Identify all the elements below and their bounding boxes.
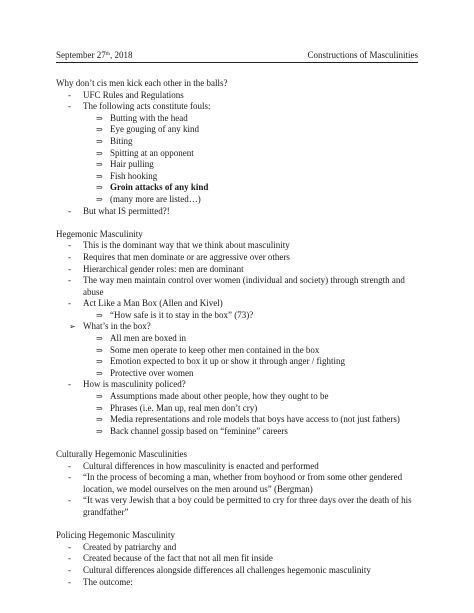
arrow-bullet-icon: ⇒: [96, 310, 103, 320]
bullet-item: [56, 298, 420, 310]
bullet-text: (many more are listed…): [110, 193, 201, 204]
sub-bullet-item: [56, 391, 420, 403]
page-header: [56, 50, 418, 63]
arrow-bullet-icon: ⇒: [96, 415, 103, 425]
arrow-bullet-icon: ⇒: [96, 194, 103, 204]
bullet-text: Cultural differences in how masculinity is enacted and performed: [83, 460, 319, 471]
arrow-bullet-icon: ⇒: [96, 113, 103, 123]
bullet-item: [56, 240, 420, 252]
bullet-text: Fish hooking: [110, 170, 158, 181]
dash-bullet-icon: -: [68, 240, 71, 251]
bullet-text: Eye gouging of any kind: [110, 124, 199, 135]
bullet-item: [56, 379, 420, 391]
section-heading: Why don’t cis men kick each other in the balls?: [56, 78, 228, 88]
bullet-text: The outcome:: [83, 576, 133, 587]
bullet-text: The way men maintain control over women (individual and society) through strength and abuse: [83, 275, 405, 297]
arrow-bullet-icon: ⇒: [96, 171, 103, 181]
bullet-text: Act Like a Man Box (Allen and Kivel): [83, 298, 223, 309]
bullet-text: All men are boxed in: [110, 333, 186, 344]
dash-bullet-icon: -: [68, 576, 71, 587]
triangle-bullet-icon: ➢: [69, 322, 76, 332]
bullet-text: “How safe is it to stay in the box” (73)?: [110, 309, 254, 320]
notes-body: [56, 78, 420, 588]
dash-bullet-icon: -: [68, 205, 71, 216]
bullet-text: Biting: [110, 135, 133, 146]
bullet-text: Hierarchical gender roles: men are dominant: [83, 263, 244, 274]
bullet-item: [56, 542, 420, 554]
sub-bullet-item: [56, 356, 420, 368]
bullet-text: Butting with the head: [110, 112, 188, 123]
bullet-item: [56, 577, 420, 589]
bullet-item: [56, 495, 420, 518]
arrow-bullet-icon: ⇒: [96, 136, 103, 146]
bullet-item: [56, 264, 420, 276]
dash-bullet-icon: -: [68, 564, 71, 575]
sub-bullet-item: [56, 113, 420, 125]
arrow-bullet-icon: ⇒: [96, 334, 103, 344]
dash-bullet-icon: -: [68, 251, 71, 262]
bullet-item: [56, 321, 420, 333]
bullet-item: [56, 206, 420, 218]
bullet-item: [56, 252, 420, 264]
sub-bullet-item: [56, 171, 420, 183]
arrow-bullet-icon: ⇒: [96, 403, 103, 413]
bullet-text: Created by patriarchy and: [83, 541, 177, 552]
bullet-item: [56, 472, 420, 495]
bullet-text: Assumptions made about other people, how they ought to be: [110, 391, 329, 402]
section-heading: Culturally Hegemonic Masculinities: [56, 449, 187, 459]
arrow-bullet-icon: ⇒: [96, 345, 103, 355]
arrow-bullet-icon: ⇒: [96, 148, 103, 158]
bullet-text: The following acts constitute fouls:: [83, 101, 211, 112]
bullet-item: [56, 553, 420, 565]
bullet-text: Phrases (i.e. Man up, real men don’t cry): [110, 402, 258, 413]
dash-bullet-icon: -: [68, 263, 71, 274]
bullet-text: Hair pulling: [110, 159, 154, 170]
arrow-bullet-icon: ⇒: [96, 392, 103, 402]
sub-bullet-item: [56, 368, 420, 380]
sub-bullet-item: [56, 136, 420, 148]
dash-bullet-icon: -: [68, 89, 71, 100]
sub-bullet-item: [56, 124, 420, 136]
bullet-text: Some men operate to keep other men contained in the box: [110, 344, 320, 355]
bullet-text: Groin attacks of any kind: [110, 182, 209, 193]
arrow-bullet-icon: ⇒: [96, 357, 103, 367]
sub-bullet-item: [56, 403, 420, 415]
bullet-text: This is the dominant way that we think about masculinity: [83, 240, 290, 251]
bullet-text: Requires that men dominate or are aggressive over others: [83, 251, 290, 262]
section-gap: [56, 437, 420, 449]
sub-bullet-item: [56, 194, 420, 206]
section-gap: [56, 519, 420, 531]
bullet-text: Protective over women: [110, 367, 194, 378]
arrow-bullet-icon: ⇒: [96, 160, 103, 170]
section-heading: Policing Hegemonic Masculinity: [56, 530, 175, 541]
bullet-text: “In the process of becoming a man, whether from boyhood or from some other gendered location, we model ourselves on the men around us” (Bergman): [83, 472, 403, 494]
sub-bullet-item: [56, 148, 420, 160]
sub-bullet-item: [56, 414, 420, 426]
sub-bullet-item: [56, 345, 420, 357]
bullet-item: [56, 275, 420, 298]
dash-bullet-icon: -: [68, 460, 71, 471]
bullet-text: Emotion expected to box it up or show it through anger / fighting: [110, 356, 345, 367]
arrow-bullet-icon: ⇒: [96, 368, 103, 378]
bullet-text: But what IS permitted?!: [83, 205, 170, 216]
bullet-text: What’s in the box?: [83, 321, 151, 332]
section-heading: Hegemonic Masculinity: [56, 228, 143, 239]
sub-bullet-item: [56, 182, 420, 194]
section-gap: [56, 217, 420, 229]
sub-bullet-item: [56, 159, 420, 171]
dash-bullet-icon: -: [68, 298, 71, 309]
bullet-item: [56, 565, 420, 577]
dash-bullet-icon: -: [68, 101, 71, 112]
bullet-text: “It was very Jewish that a boy could be permitted to cry for three days over the death of his grandfather”: [83, 495, 412, 517]
bullet-text: UFC Rules and Regulations: [83, 89, 184, 100]
dash-bullet-icon: -: [68, 472, 71, 483]
header-date: September 27th, 2018: [56, 50, 133, 60]
sub-bullet-item: [56, 333, 420, 345]
dash-bullet-icon: -: [68, 379, 71, 390]
arrow-bullet-icon: ⇒: [96, 426, 103, 436]
bullet-item: [56, 90, 420, 102]
bullet-text: Back channel gossip based on “feminine” careers: [110, 425, 288, 436]
bullet-text: Created because of the fact that not all men fit inside: [83, 553, 273, 564]
bullet-item: [56, 101, 420, 113]
bullet-text: Media representations and role models that boys have access to (not just fathers): [110, 414, 400, 425]
bullet-text: Cultural differences alongside differences all challenges hegemonic masculinity: [83, 564, 371, 575]
bullet-text: Spitting at an opponent: [110, 147, 194, 158]
dash-bullet-icon: -: [68, 541, 71, 552]
dash-bullet-icon: -: [68, 275, 71, 286]
sub-bullet-item: [56, 426, 420, 438]
bullet-item: [56, 461, 420, 473]
arrow-bullet-icon: ⇒: [96, 183, 103, 193]
bullet-text: How is masculinity policed?: [83, 379, 186, 390]
sub-bullet-item: [56, 310, 420, 322]
header-title: Constructions of Masculinities: [307, 50, 418, 60]
dash-bullet-icon: -: [68, 553, 71, 564]
dash-bullet-icon: -: [68, 495, 71, 506]
arrow-bullet-icon: ⇒: [96, 125, 103, 135]
